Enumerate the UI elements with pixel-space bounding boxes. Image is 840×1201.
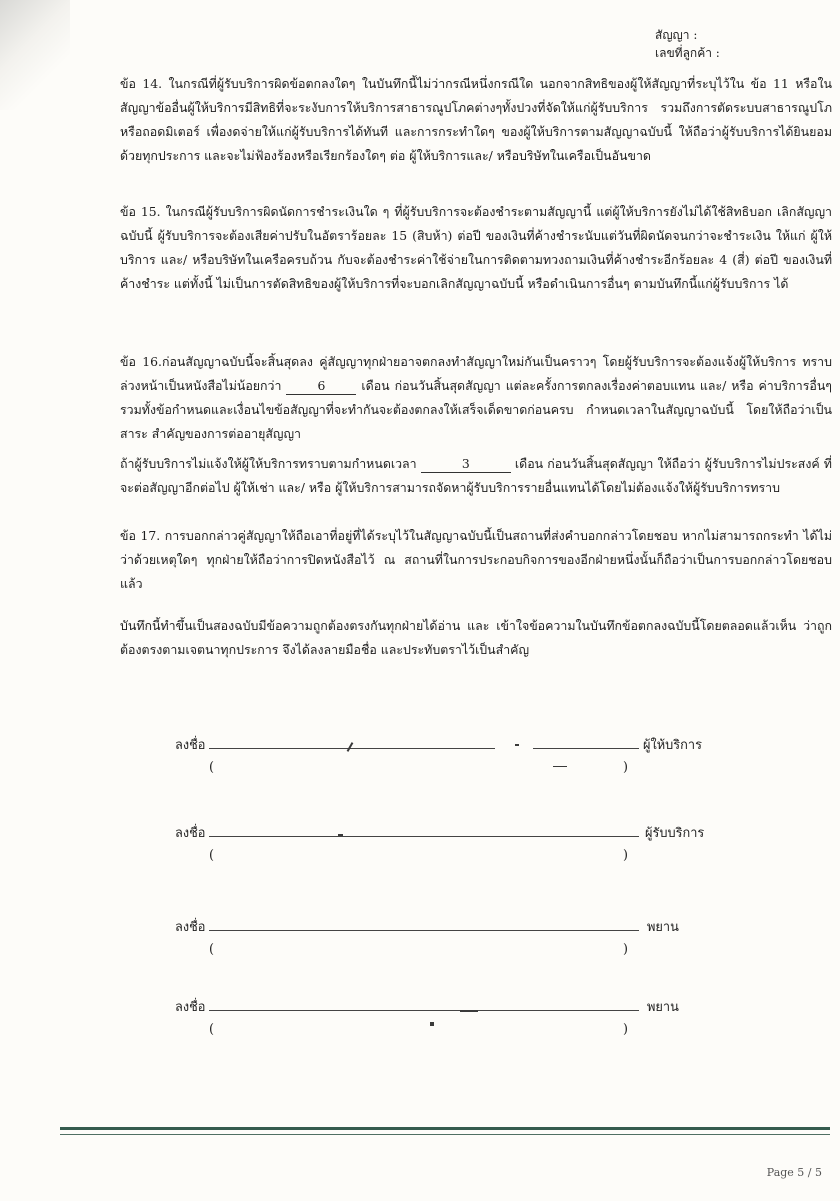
contract-header	[655, 26, 720, 62]
clause-15	[62, 200, 832, 296]
name-paren-close: )	[623, 760, 628, 775]
signature-line[interactable]	[209, 836, 639, 837]
name-paren-open: (	[209, 942, 214, 957]
name-paren-open: (	[209, 848, 214, 863]
closing-statement	[62, 614, 832, 662]
notice-months-field: 6	[286, 378, 356, 395]
name-paren-open: (	[209, 1022, 214, 1037]
name-paren-close: )	[623, 848, 628, 863]
signature-line-2[interactable]	[533, 748, 639, 749]
closing-text: บันทึกนี้ทำขึ้นเป็นสองฉบับมีข้อความถูกต้องตรงกันทุกฝ่ายได้อ่าน และ เข้าใจข้อความในบันทึกข้อตกลงฉบับนี้โดยตลอดแล้วเห็น ว่าถูกต้องตรงตามเจตนาทุกประการ จึงได้ลงลายมือชื่อ และประทับตราไว้เป็นสำคัญ	[120, 618, 832, 657]
name-paren-open: (	[209, 760, 214, 775]
sign-label: ลงชื่อ	[175, 738, 206, 753]
footer-rule-thick	[60, 1127, 830, 1130]
clause-14	[62, 72, 832, 168]
clause-16-part2: เดือน ก่อนวันสิ้นสุดสัญญา แต่ละครั้งการตกลงเรื่องค่าตอบแทน และ/ หรือ ค่าบริการอื่นๆ รวมทั้งข้อกำหนดและเงื่อนไขข้อสัญญาที่จะทำกันจะต้องตกลงให้เสร็จเด็ดขาดก่อนครบ กำหนดเวลาในสัญญาฉบับนี้ โดยให้ถือว่าเป็นสาระ สำคัญของการต่ออายุสัญญา	[120, 378, 832, 441]
clause-15-text: ข้อ 15. ในกรณีผู้รับบริการผิดนัดการชำระเงินใด ๆ ที่ผู้รับบริการจะต้องชำระตามสัญญานี้ แต่ผู้ให้บริการยังไม่ได้ใช้สิทธิบอก เลิกสัญญาฉบับนี้ ผู้รับบริการจะต้องเสียค่าปรับในอัตราร้อยละ 15 (สิบห้า) ต่อปี ของเงินที่ค้างชำระนับแต่วันที่ผิดนัดจนกว่าจะชำระเงิน ให้แก่ ผู้ให้บริการ และ/ หรือบริษัทในเครือครบถ้วน กับจะต้องชำระค่าใช้จ่ายในการติดตามทวงถามเงินที่ค้างชำระอีกร้อยละ 4 (สี่) ต่อปี ของเงินที่ค้างชำระ แต่ทั้งนี้ ไม่เป็นการตัดสิทธิของผู้ให้บริการที่จะบอกเลิกสัญญาฉบับนี้ หรือดำเนินการอื่นๆ ตามบันทึกนี้แก่ผู้รับบริการ ได้	[120, 204, 832, 291]
scan-mark	[338, 834, 343, 836]
page-fold-shadow	[0, 0, 70, 110]
scan-mark	[430, 1022, 434, 1026]
page-number: Page 5 / 5	[766, 1166, 822, 1179]
scan-mark	[553, 766, 567, 767]
clause-16-part1: ข้อ 16.ก่อนสัญญาฉบับนี้จะสิ้นสุดลง คู่สัญญาทุกฝ่ายอาจตกลงทำสัญญาใหม่กันเป็นคราวๆ โดยผู้รับบริการจะต้องแจ้งผู้ให้บริการ ทราบล่วงหน้าเป็นหนังสือไม่น้อยกว่า	[120, 354, 832, 393]
role-provider: ผู้ให้บริการ	[643, 738, 702, 753]
role-witness: พยาน	[647, 1000, 679, 1015]
clause-16	[62, 350, 832, 500]
customer-number-label: เลขที่ลูกค้า :	[655, 46, 720, 60]
clause-17	[62, 524, 832, 596]
contract-number-label: สัญญา :	[655, 28, 698, 42]
clause-16-part4: เดือน ก่อนวันสิ้นสุดสัญญา ให้ถือว่า ผู้รับบริการไม่ประสงค์ ที่จะต่อสัญญาอีกต่อไป ผู้ให้เช่า และ/ หรือ ผู้ให้บริการสามารถจัดหาผู้รับบริการรายอื่นแทนได้โดยไม่ต้องแจ้งให้ผู้รับบริการทราบ	[120, 456, 832, 495]
sign-label: ลงชื่อ	[175, 826, 206, 841]
scan-mark	[460, 1010, 478, 1012]
role-customer: ผู้รับบริการ	[645, 826, 705, 841]
sign-label: ลงชื่อ	[175, 1000, 206, 1015]
signature-line[interactable]	[209, 748, 495, 749]
clause-16-part3: ถ้าผู้รับบริการไม่แจ้งให้ผู้ให้บริการทราบตามกำหนดเวลา	[120, 456, 417, 471]
name-paren-close: )	[623, 1022, 628, 1037]
footer-rule-thin	[60, 1134, 830, 1135]
signature-line[interactable]	[209, 1010, 639, 1011]
signature-line[interactable]	[209, 930, 639, 931]
scan-mark	[347, 742, 354, 752]
clause-14-text: ข้อ 14. ในกรณีที่ผู้รับบริการผิดข้อตกลงใดๆ ในบันทึกนี้ไม่ว่ากรณีหนึ่งกรณีใด นอกจากสิทธิของผู้ให้สัญญาที่ระบุไว้ใน ข้อ 11 หรือในสัญญาข้ออื่นผู้ให้บริการมีสิทธิที่จะระงับการให้บริการสาธารณูปโภคต่างๆทั้งปวงที่จัดให้แก่ผู้รับบริการ รวมถึงการตัดระบบสาธารณูปโภ หรือถอดมิเตอร์ เพื่องดจ่ายให้แก่ผู้รับบริการได้ทันที และการกระทำใดๆ ของผู้ให้บริการตามสัญญาฉบับนี้ ให้ถือว่าผู้รับบริการได้ยินยอม ด้วยทุกประการ และจะไม่ฟ้องร้องหรือเรียกร้องใดๆ ต่อ ผู้ให้บริการและ/ หรือบริษัทในเครือเป็นอันขาด	[120, 76, 832, 163]
deadline-months-field: 3	[421, 456, 511, 473]
scan-mark	[515, 744, 519, 746]
clause-16-text-b	[62, 452, 832, 500]
clause-16-text	[62, 350, 832, 446]
name-paren-close: )	[623, 942, 628, 957]
clause-17-text: ข้อ 17. การบอกกล่าวคู่สัญญาให้ถือเอาที่อยู่ที่ได้ระบุไว้ในสัญญาฉบับนี้เป็นสถานที่ส่งคำบอกกล่าวโดยชอบ หากไม่สามารถกระทำ ได้ไม่ว่าด้วยเหตุใดๆ ทุกฝ่ายให้ถือว่าการปิดหนังสือไว้ ณ สถานที่ในการประกอบกิจการของอีกฝ่ายหนึ่งนั้นก็ถือว่าเป็นการบอกกล่าวโดยชอบแล้ว	[120, 528, 832, 591]
sign-label: ลงชื่อ	[175, 920, 206, 935]
role-witness: พยาน	[647, 920, 679, 935]
